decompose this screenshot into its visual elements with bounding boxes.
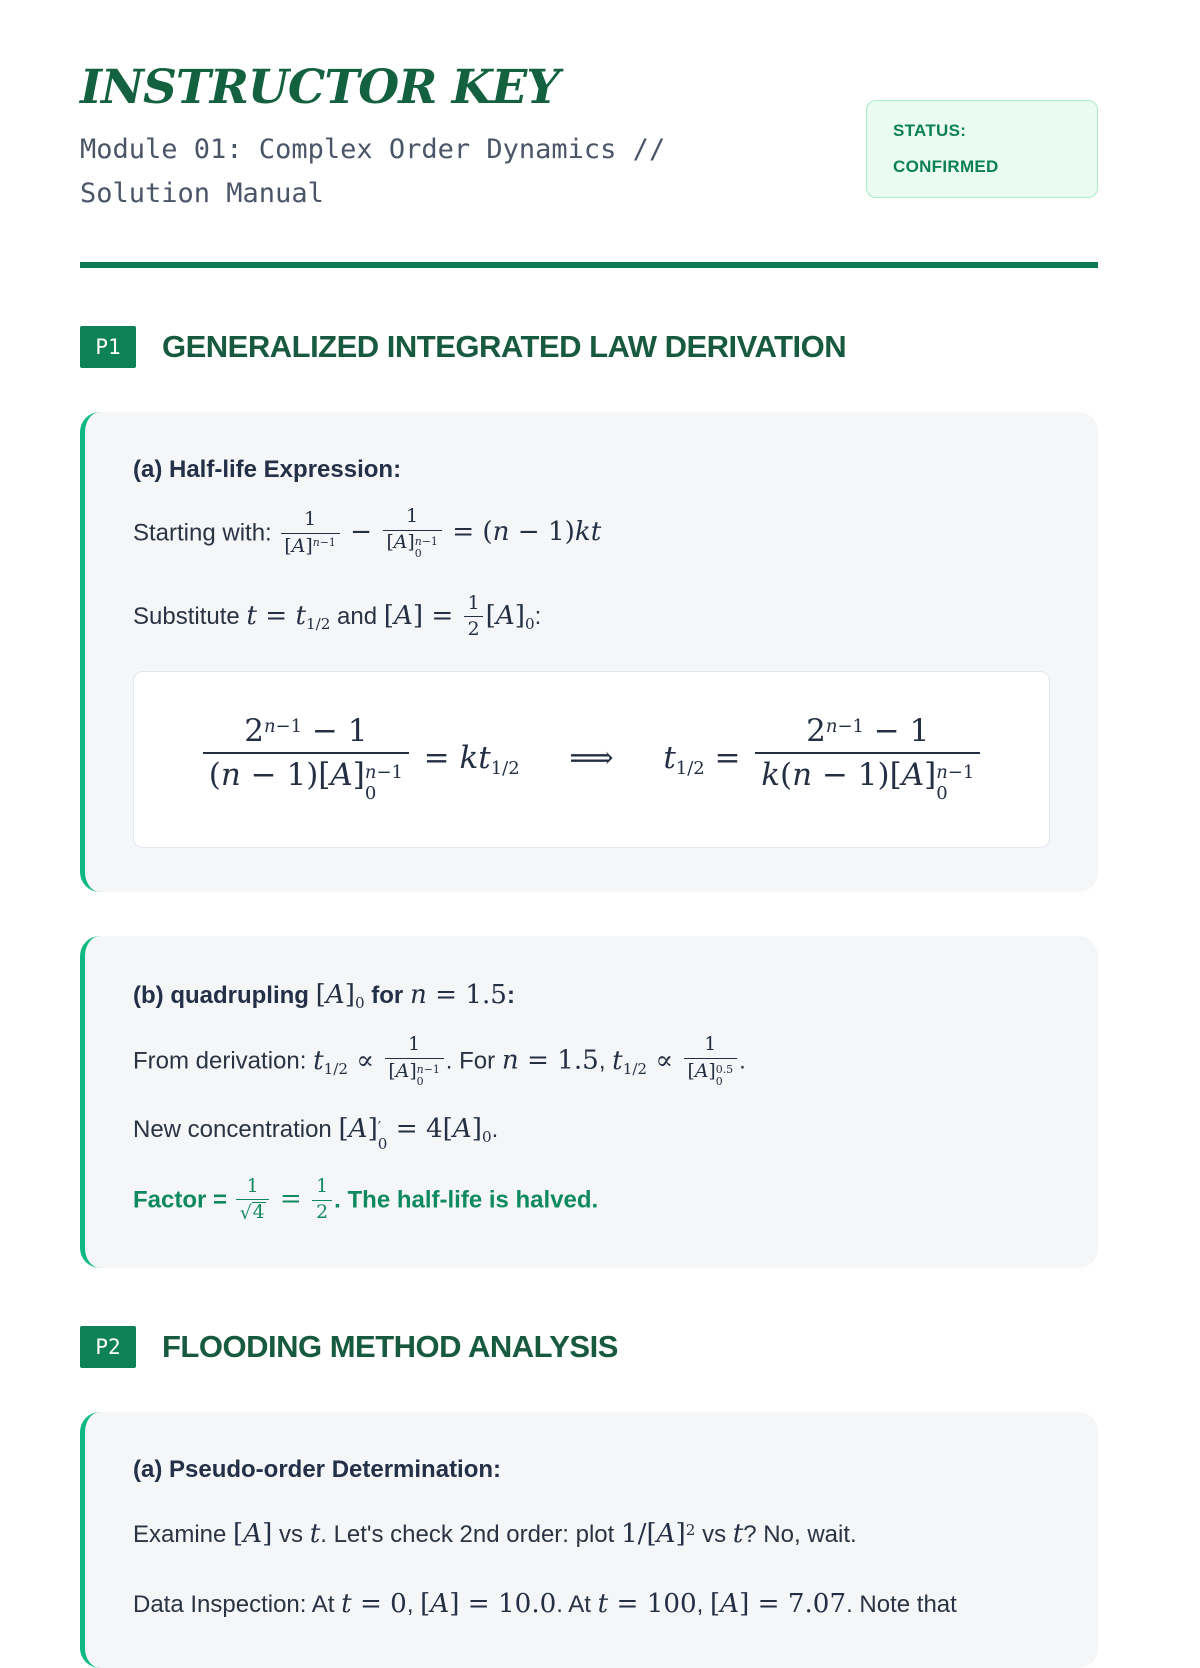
page-title: INSTRUCTOR KEY	[80, 60, 559, 115]
display-equation: 2 n−1 − 1 (n − 1)[A] n−1 0 = kt 1/2 ⟹ t 1/2 = 2 n−1 − 1 k(n − 1)[A] n−1 0	[198, 740, 985, 776]
status-label: STATUS:	[893, 121, 967, 140]
header-divider	[80, 262, 1098, 268]
section-heading-p1: GENERALIZED INTEGRATED LAW DERIVATION	[162, 329, 847, 364]
data-inspection-line: Data Inspection: At t = 0, [A] = 10.0. At t = 100, [A] = 7.07. Note that	[133, 1589, 957, 1620]
starting-with-line: Starting with: 1 [A] n−1 − 1 [A] n−1 0 = (n − 1)kt	[133, 506, 602, 561]
factor-result-line: Factor = 1 √ 4 = $\frac{1}{2}$ . The half-life is halved.	[133, 1175, 599, 1224]
examine-line: Examine [A] vs t. Let's check 2nd order: plot 1/[A] 2 vs t? No, wait.	[133, 1519, 857, 1550]
problem-2-badge: P2	[80, 1326, 136, 1368]
card-p2-part-a	[80, 1412, 1098, 1668]
subtitle: Module 01: Complex Order Dynamics // Solution Manual	[80, 134, 666, 209]
equation-box	[133, 671, 1050, 848]
card-p1-part-b	[80, 936, 1098, 1269]
card-p1-part-a	[80, 412, 1098, 892]
status-value: CONFIRMED	[893, 157, 999, 176]
document-page	[80, 0, 1098, 1668]
status-badge	[866, 100, 1098, 198]
part-a-heading: (a) Half-life Expression:	[133, 456, 402, 483]
part-b-heading: (b) quadrupling [A] 0 for n = 1.5:	[133, 979, 515, 1012]
section-heading-p2: FLOODING METHOD ANALYSIS	[162, 1329, 618, 1365]
header	[80, 62, 1098, 216]
substitute-line: Substitute t = t 1/2 and [A] = $\frac{1}{2}$ [A] 0 :	[133, 592, 542, 641]
p2-part-a-heading: (a) Pseudo-order Determination:	[133, 1456, 502, 1484]
new-concentration-line: New concentration [A] ′ 0 = 4[A] 0 .	[133, 1114, 499, 1154]
section-header-p2	[80, 1326, 1098, 1368]
from-derivation-line: From derivation: t 1/2 ∝ 1 [A] n−1 0 . For n = 1.5, t 1/2 ∝ 1 [A] 0.5 0 .	[133, 1034, 746, 1089]
section-header-p1	[80, 326, 1098, 368]
problem-1-badge: P1	[80, 326, 136, 368]
